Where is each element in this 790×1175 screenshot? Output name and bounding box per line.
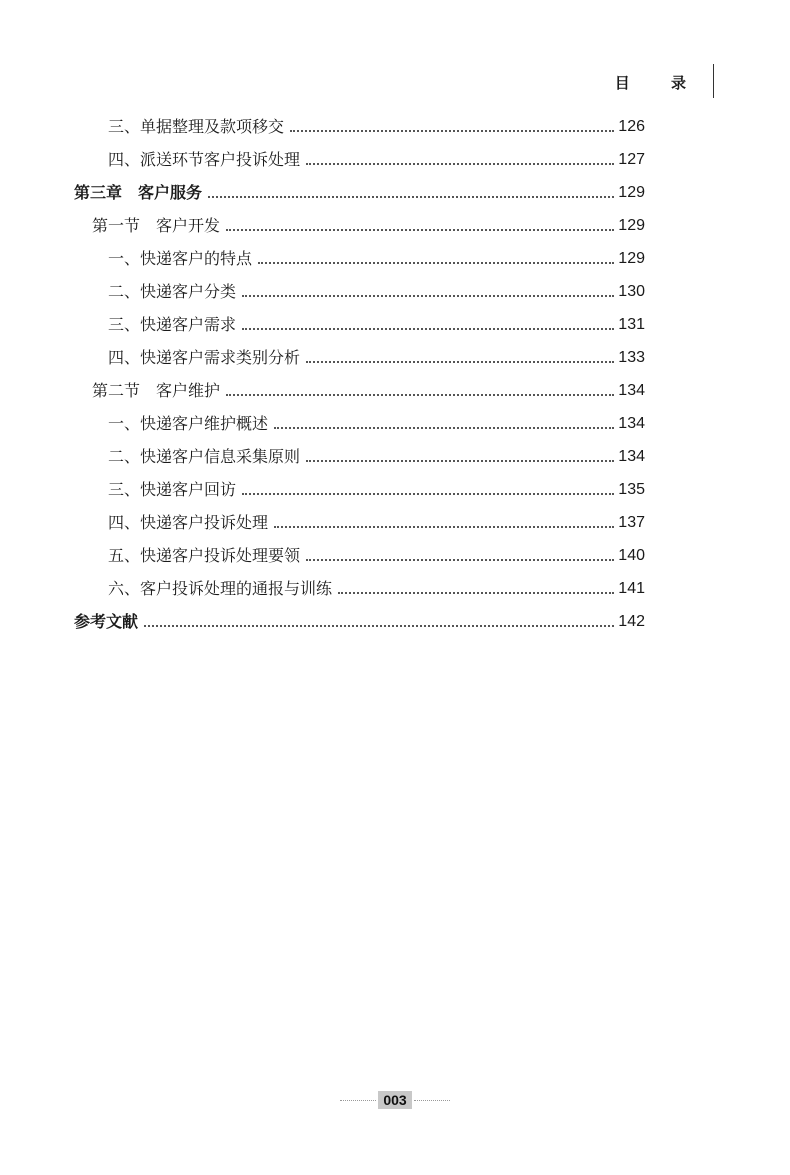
toc-leader-dots	[144, 625, 614, 627]
toc-entry-page: 141	[618, 580, 645, 597]
toc-entry-label: 二、快递客户分类	[108, 282, 237, 301]
toc-entry	[108, 440, 645, 473]
toc-entry-label: 三、单据整理及款项移交	[108, 117, 285, 136]
toc-entry	[74, 176, 645, 209]
toc-entry-page: 134	[618, 448, 645, 465]
toc-entry-label: 三、快递客户需求	[108, 315, 237, 334]
toc-leader-dots	[226, 394, 614, 396]
toc-entry-page: 133	[618, 349, 645, 366]
toc-entry	[74, 605, 645, 638]
toc-entry	[108, 143, 645, 176]
page-footer	[0, 1090, 790, 1109]
toc-leader-dots	[242, 295, 614, 297]
toc-entry-page: 137	[618, 514, 645, 531]
toc-entry	[92, 209, 645, 242]
toc-entry-page: 142	[618, 613, 645, 630]
footer-rule-right	[414, 1100, 450, 1101]
toc-entry-number: 第三章	[74, 183, 123, 202]
toc-entry-page: 129	[618, 184, 645, 201]
toc-entry-page: 140	[618, 547, 645, 564]
toc-entry	[108, 407, 645, 440]
toc-entry-label: 三、快递客户回访	[108, 480, 237, 499]
toc-entry	[108, 572, 645, 605]
toc-entry-label: 一、快递客户的特点	[108, 249, 253, 268]
toc-entry-page: 129	[618, 250, 645, 267]
toc-entry-label	[74, 176, 202, 209]
toc-leader-dots	[290, 130, 614, 132]
toc-entry-title: 客户维护	[156, 381, 221, 400]
toc-entry-label: 四、派送环节客户投诉处理	[108, 150, 301, 169]
header-rule	[713, 64, 714, 98]
toc-entry-label: 一、快递客户维护概述	[108, 414, 269, 433]
toc-entry-label: 二、快递客户信息采集原则	[108, 447, 301, 466]
toc-leader-dots	[242, 328, 614, 330]
toc-entry-label: 五、快递客户投诉处理要领	[108, 546, 301, 565]
toc-entry-page: 129	[618, 217, 645, 234]
toc-entry-page: 130	[618, 283, 645, 300]
toc-entry-number: 第一节	[92, 216, 141, 235]
toc-leader-dots	[274, 526, 614, 528]
toc-entry-label	[92, 374, 220, 407]
toc-leader-dots	[226, 229, 614, 231]
toc-entry-page: 135	[618, 481, 645, 498]
footer-rule-left	[340, 1100, 376, 1101]
toc-leader-dots	[258, 262, 614, 264]
toc-entry	[108, 308, 645, 341]
toc-entry-label: 四、快递客户投诉处理	[108, 513, 269, 532]
toc-entry	[108, 341, 645, 374]
running-title: 目 录	[614, 74, 704, 92]
toc-leader-dots	[306, 460, 614, 462]
toc-leader-dots	[338, 592, 614, 594]
toc-leader-dots	[242, 493, 614, 495]
toc-entry-label: 六、客户投诉处理的通报与训练	[108, 579, 333, 598]
toc-entry-page: 134	[618, 415, 645, 432]
toc-entry	[108, 110, 645, 143]
toc-entry	[108, 275, 645, 308]
toc-entry-label	[92, 209, 220, 242]
toc-leader-dots	[306, 361, 614, 363]
toc-entry-title: 客户开发	[156, 216, 221, 235]
toc-entry-label: 四、快递客户需求类别分析	[108, 348, 301, 367]
toc-entry	[92, 374, 645, 407]
page-number: 003	[378, 1091, 411, 1109]
toc-leader-dots	[274, 427, 614, 429]
toc-entry-page: 127	[618, 151, 645, 168]
toc-entry-page: 134	[618, 382, 645, 399]
toc-leader-dots	[208, 196, 614, 198]
toc-entry-label: 参考文献	[74, 612, 139, 631]
toc-entry	[108, 473, 645, 506]
toc-entry-title: 客户服务	[138, 183, 203, 202]
toc-entry-number: 第二节	[92, 381, 141, 400]
toc-entry-page: 131	[618, 316, 645, 333]
toc-entry	[108, 242, 645, 275]
toc-entry-page: 126	[618, 118, 645, 135]
toc-entry	[108, 539, 645, 572]
toc-entry	[108, 506, 645, 539]
toc-leader-dots	[306, 559, 614, 561]
toc-leader-dots	[306, 163, 614, 165]
